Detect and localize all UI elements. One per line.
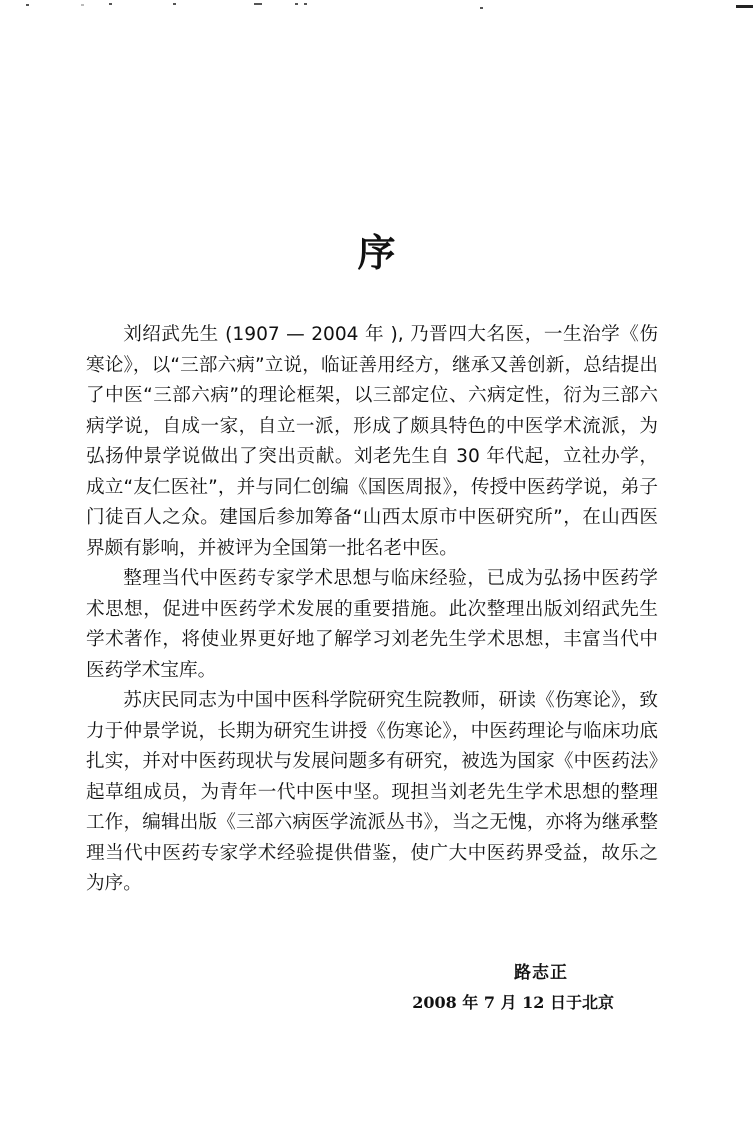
scan-artifact: [81, 4, 84, 6]
preface-body: [86, 320, 658, 900]
scan-artifact: [109, 3, 112, 5]
paragraph-1: 刘绍武先生 (1907 — 2004 年 ), 乃晋四大名医，一生治学《伤寒论》，以“三部六病”立说，临证善用经方，继承又善创新，总结提出了中医“三部六病”的理论框架，以三部定位、六病定性，衍为三部六病学说，自成一家，自立一派，形成了颇具特色的中医学术流派，为弘扬仲景学说做出了突出贡献。刘老先生自 30 年代起，立社办学，成立“友仁医社”，并与同仁创编《国医周报》，传授中医药学说，弟子门徒百人之众。建国后参加筹备“山西太原市中医研究所”，在山西医界颇有影响，并被评为全国第一批名老中医。: [86, 324, 658, 559]
signature-date: 2008 年 7 月 12 日于北京: [412, 993, 614, 1012]
paragraph-2: 整理当代中医药专家学术思想与临床经验，已成为弘扬中医药学术思想，促进中医药学术发展的重要措施。此次整理出版刘绍武先生学术著作，将使业界更好地了解学习刘老先生学术思想，丰富当代中医药学术宝库。: [86, 568, 658, 681]
scan-artifact: [26, 4, 29, 6]
scan-artifact: [254, 3, 262, 5]
scan-artifact: [173, 3, 176, 5]
page-title: 序: [357, 230, 396, 275]
scan-artifact: [480, 7, 483, 9]
scan-artifact: [295, 3, 298, 5]
signature-author: 路志正: [514, 963, 568, 983]
scan-artifact: [736, 5, 753, 8]
paragraph-3: 苏庆民同志为中国中医科学院研究生院教师，研读《伤寒论》，致力于仲景学说，长期为研究生讲授《伤寒论》，中医药理论与临床功底扎实，并对中医药现状与发展问题多有研究，被选为国家《中医药法》起草组成员，为青年一代中医中坚。现担当刘老先生学术思想的整理工作，编辑出版《三部六病医学流派丛书》，当之无愧，亦将为继承整理当代中医药专家学术经验提供借鉴，使广大中医药界受益，故乐之为序。: [86, 690, 658, 894]
scan-artifact: [304, 3, 307, 5]
